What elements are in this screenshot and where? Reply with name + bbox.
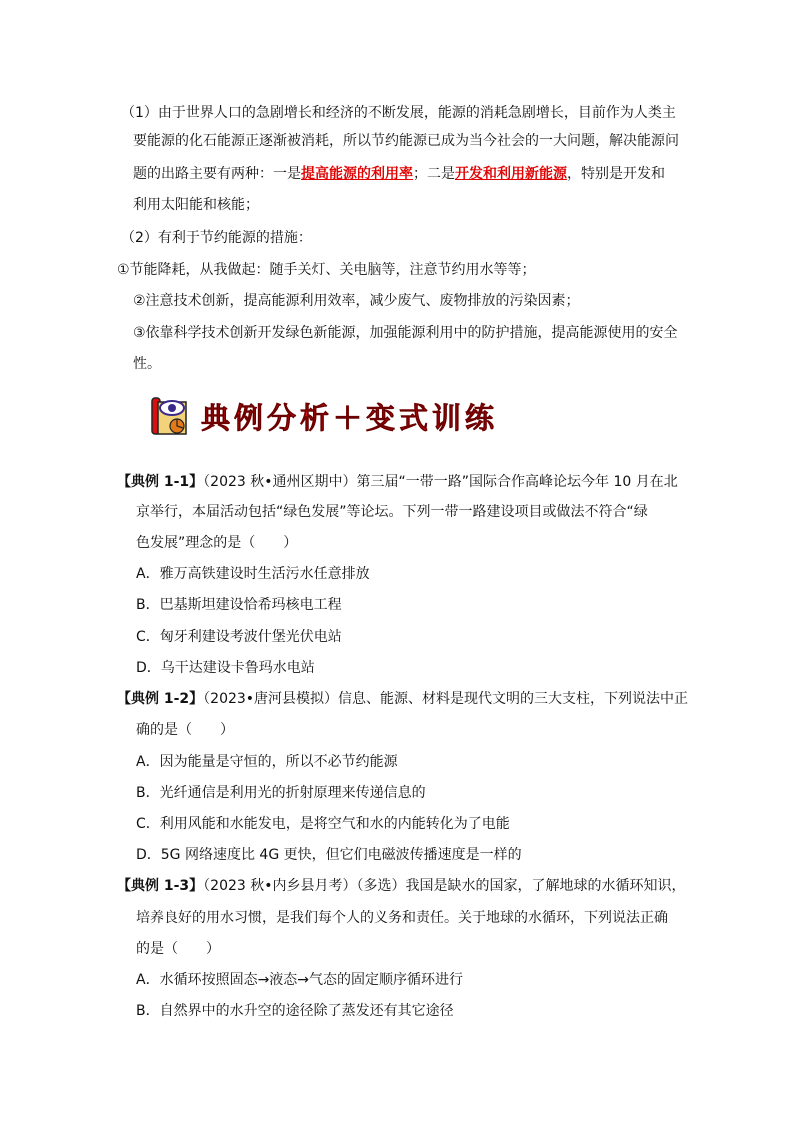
question-2-tag: 【典例 1-2】 bbox=[117, 691, 204, 707]
paragraph-1-text-b: ；二是 bbox=[413, 166, 455, 182]
measure-3-line-1: ③依靠科学技术创新开发绿色新能源，加强能源利用中的防护措施，提高能源使用的安全 bbox=[133, 325, 678, 341]
question-1-option-b: B．巴基斯坦建设恰希玛核电工程 bbox=[136, 597, 342, 613]
question-3-option-a: A．水循环按照固态→液态→气态的固定顺序循环进行 bbox=[136, 972, 464, 988]
question-1-option-d: D．乌干达建设卡鲁玛水电站 bbox=[136, 660, 315, 676]
measure-1: ①节能降耗，从我做起：随手关灯、关电脑等，注意节约用水等等； bbox=[117, 262, 536, 278]
highlight-improve-efficiency: 提高能源的利用率 bbox=[301, 166, 413, 182]
question-1-tag: 【典例 1-1】 bbox=[117, 474, 204, 490]
question-1-text-1: （2023 秋•通州区期中）第三届“一带一路”国际合作高峰论坛今年 10 月在北 bbox=[203, 474, 678, 490]
paragraph-2-heading: （2）有利于节约能源的措施： bbox=[121, 230, 312, 246]
question-2-line-2: 确的是（ ） bbox=[136, 722, 234, 738]
highlight-new-energy: 开发和利用新能源 bbox=[455, 166, 567, 182]
paragraph-1-line-4: 利用太阳能和核能； bbox=[133, 197, 259, 213]
question-3-line-2: 培养良好的用水习惯，是我们每个人的义务和责任。关于地球的水循环，下列说法正确 bbox=[136, 910, 668, 926]
question-1-line-1 bbox=[117, 473, 678, 491]
measure-3-line-2: 性。 bbox=[133, 356, 161, 372]
paragraph-1-line-2: 要能源的化石能源正逐渐被消耗，所以节约能源已成为当今社会的一大问题，解决能源问 bbox=[133, 133, 679, 149]
scroll-eye-icon bbox=[150, 394, 194, 440]
question-3-option-b: B．自然界中的水升空的途径除了蒸发还有其它途径 bbox=[136, 1003, 454, 1019]
measure-2: ②注意技术创新，提高能源利用效率，减少废气、废物排放的污染因素； bbox=[133, 293, 580, 309]
section-banner-title: 典例分析＋变式训练 bbox=[201, 401, 499, 435]
question-1-line-2: 京举行，本届活动包括“绿色发展”等论坛。下列一带一路建设项目或做法不符合“绿 bbox=[136, 504, 648, 520]
question-1-option-c: C．匈牙利建设考波什堡光伏电站 bbox=[136, 629, 342, 645]
paragraph-1-line-1: （1）由于世界人口的急剧增长和经济的不断发展，能源的消耗急剧增长，目前作为人类主 bbox=[121, 105, 676, 121]
question-1-line-3: 色发展”理念的是（ ） bbox=[136, 535, 298, 551]
question-1-option-a: A．雅万高铁建设时生活污水任意排放 bbox=[136, 566, 370, 582]
paragraph-1-text-a: 题的出路主要有两种：一是 bbox=[133, 166, 301, 182]
question-2-option-d: D．5G 网络速度比 4G 更快，但它们电磁波传播速度是一样的 bbox=[136, 847, 522, 863]
question-3-tag: 【典例 1-3】 bbox=[117, 878, 204, 894]
paragraph-1-line-3 bbox=[133, 165, 665, 183]
question-2-text-1: （2023•唐河县模拟）信息、能源、材料是现代文明的三大支柱，下列说法中正 bbox=[203, 691, 689, 707]
question-2-option-a: A．因为能量是守恒的，所以不必节约能源 bbox=[136, 754, 398, 770]
question-2-option-b: B．光纤通信是利用光的折射原理来传递信息的 bbox=[136, 785, 426, 801]
question-2-line-1 bbox=[117, 690, 688, 708]
question-3-line-3: 的是（ ） bbox=[136, 941, 220, 957]
question-3-line-1 bbox=[117, 877, 686, 895]
paragraph-1-text-c: ，特别是开发和 bbox=[567, 166, 665, 182]
question-2-option-c: C．利用风能和水能发电，是将空气和水的内能转化为了电能 bbox=[136, 816, 510, 832]
question-3-text-1: （2023 秋•内乡县月考）（多选）我国是缺水的国家，了解地球的水循环知识， bbox=[203, 878, 686, 894]
